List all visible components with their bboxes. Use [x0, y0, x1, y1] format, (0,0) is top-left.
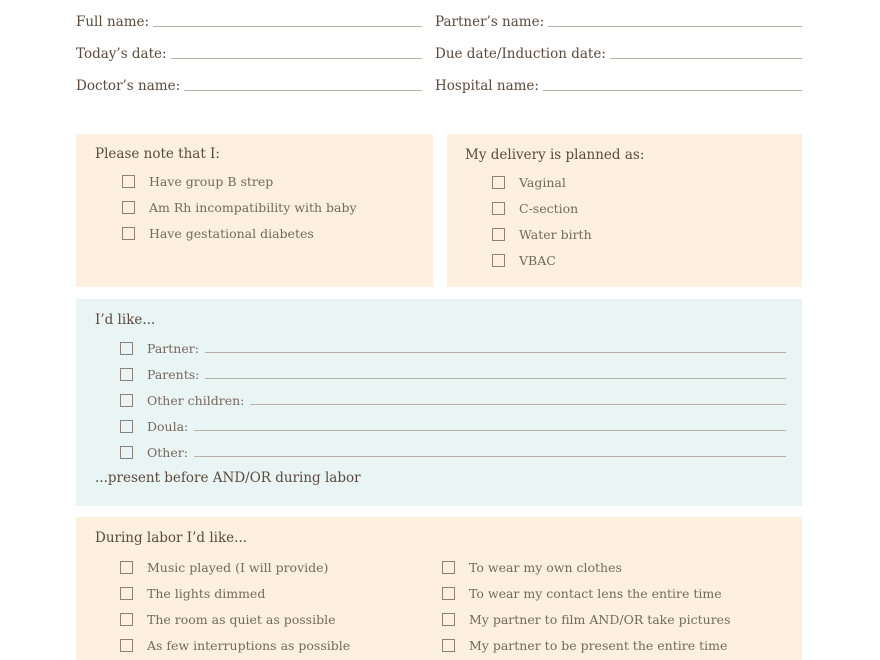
checkbox[interactable]: [122, 175, 135, 188]
delivery-item-label: VBAC: [519, 253, 556, 268]
labor-item-label: The room as quiet as possible: [147, 612, 336, 627]
partner-name-field[interactable]: [435, 14, 802, 30]
present-item-other[interactable]: [120, 445, 786, 460]
checkbox[interactable]: [492, 228, 505, 241]
labor-item-label: My partner to film AND/OR take pictures: [469, 612, 731, 627]
full-name-line[interactable]: [153, 25, 422, 27]
checkbox[interactable]: [442, 561, 455, 574]
note-item-group-b-strep[interactable]: [122, 174, 273, 189]
note-item-label: Am Rh incompatibility with baby: [149, 200, 357, 215]
hospital-name-field[interactable]: [435, 78, 802, 94]
labor-item-label: My partner to be present the entire time: [469, 638, 728, 653]
partner-name-line[interactable]: [548, 25, 802, 27]
present-item-label: Other:: [147, 445, 188, 460]
todays-date-field[interactable]: [76, 46, 422, 62]
present-item-line[interactable]: [205, 351, 786, 353]
present-item-label: Partner:: [147, 341, 199, 356]
labor-item-own-clothes[interactable]: [442, 560, 622, 575]
full-name-field[interactable]: [76, 14, 422, 30]
delivery-panel-title: My delivery is planned as:: [465, 147, 645, 163]
note-item-label: Have group B strep: [149, 174, 274, 189]
present-panel-title: I’d like...: [95, 312, 156, 328]
note-item-label: Have gestational diabetes: [149, 226, 314, 241]
labor-item-lights-dimmed[interactable]: [120, 586, 265, 601]
checkbox[interactable]: [120, 446, 133, 459]
checkbox[interactable]: [122, 227, 135, 240]
present-item-line[interactable]: [250, 403, 786, 405]
present-item-line[interactable]: [194, 455, 786, 457]
note-panel: [76, 134, 433, 287]
checkbox[interactable]: [492, 202, 505, 215]
doctor-name-label: Doctor’s name:: [76, 78, 181, 94]
present-item-other-children[interactable]: [120, 393, 786, 408]
labor-item-label: The lights dimmed: [147, 586, 266, 601]
due-date-label: Due date/Induction date:: [435, 46, 606, 62]
present-item-label: Doula:: [147, 419, 189, 434]
delivery-item-label: C-section: [519, 201, 579, 216]
checkbox[interactable]: [120, 420, 133, 433]
checkbox[interactable]: [442, 587, 455, 600]
checkbox[interactable]: [120, 342, 133, 355]
delivery-item-vbac[interactable]: [492, 253, 556, 268]
note-item-gestational-diabetes[interactable]: [122, 226, 314, 241]
checkbox[interactable]: [120, 639, 133, 652]
checkbox[interactable]: [442, 639, 455, 652]
labor-item-quiet-room[interactable]: [120, 612, 336, 627]
checkbox[interactable]: [120, 561, 133, 574]
labor-item-music[interactable]: [120, 560, 328, 575]
delivery-panel: [447, 134, 802, 287]
due-date-field[interactable]: [435, 46, 802, 62]
present-panel: [76, 299, 802, 506]
todays-date-line[interactable]: [171, 57, 422, 59]
present-item-label: Parents:: [147, 367, 200, 382]
hospital-name-label: Hospital name:: [435, 78, 539, 94]
labor-panel-title: During labor I’d like...: [95, 530, 248, 546]
delivery-item-water-birth[interactable]: [492, 227, 592, 242]
labor-item-label: To wear my contact lens the entire time: [469, 586, 722, 601]
delivery-item-vaginal[interactable]: [492, 175, 566, 190]
checkbox[interactable]: [442, 613, 455, 626]
note-panel-title: Please note that I:: [95, 146, 220, 162]
present-item-partner[interactable]: [120, 341, 786, 356]
doctor-name-field[interactable]: [76, 78, 422, 94]
partner-name-label: Partner’s name:: [435, 14, 545, 30]
labor-item-label: Music played (I will provide): [147, 560, 329, 575]
present-item-doula[interactable]: [120, 419, 786, 434]
checkbox[interactable]: [120, 587, 133, 600]
note-item-rh-incompatibility[interactable]: [122, 200, 357, 215]
present-item-line[interactable]: [194, 429, 786, 431]
checkbox[interactable]: [492, 254, 505, 267]
labor-item-film-pictures[interactable]: [442, 612, 730, 627]
doctor-name-line[interactable]: [184, 89, 422, 91]
todays-date-label: Today’s date:: [76, 46, 167, 62]
delivery-item-label: Vaginal: [519, 175, 566, 190]
labor-item-label: To wear my own clothes: [469, 560, 622, 575]
present-item-parents[interactable]: [120, 367, 786, 382]
delivery-item-label: Water birth: [519, 227, 592, 242]
due-date-line[interactable]: [610, 57, 802, 59]
present-panel-footer: ...present before AND/OR during labor: [95, 470, 361, 486]
labor-panel: [76, 517, 802, 660]
checkbox[interactable]: [120, 394, 133, 407]
hospital-name-line[interactable]: [543, 89, 802, 91]
checkbox[interactable]: [120, 368, 133, 381]
checkbox[interactable]: [120, 613, 133, 626]
checkbox[interactable]: [122, 201, 135, 214]
checkbox[interactable]: [492, 176, 505, 189]
full-name-label: Full name:: [76, 14, 150, 30]
present-item-label: Other children:: [147, 393, 245, 408]
labor-item-partner-present[interactable]: [442, 638, 727, 653]
labor-item-label: As few interruptions as possible: [147, 638, 351, 653]
labor-item-few-interruptions[interactable]: [120, 638, 350, 653]
labor-item-contact-lens[interactable]: [442, 586, 722, 601]
present-item-line[interactable]: [205, 377, 786, 379]
delivery-item-c-section[interactable]: [492, 201, 578, 216]
